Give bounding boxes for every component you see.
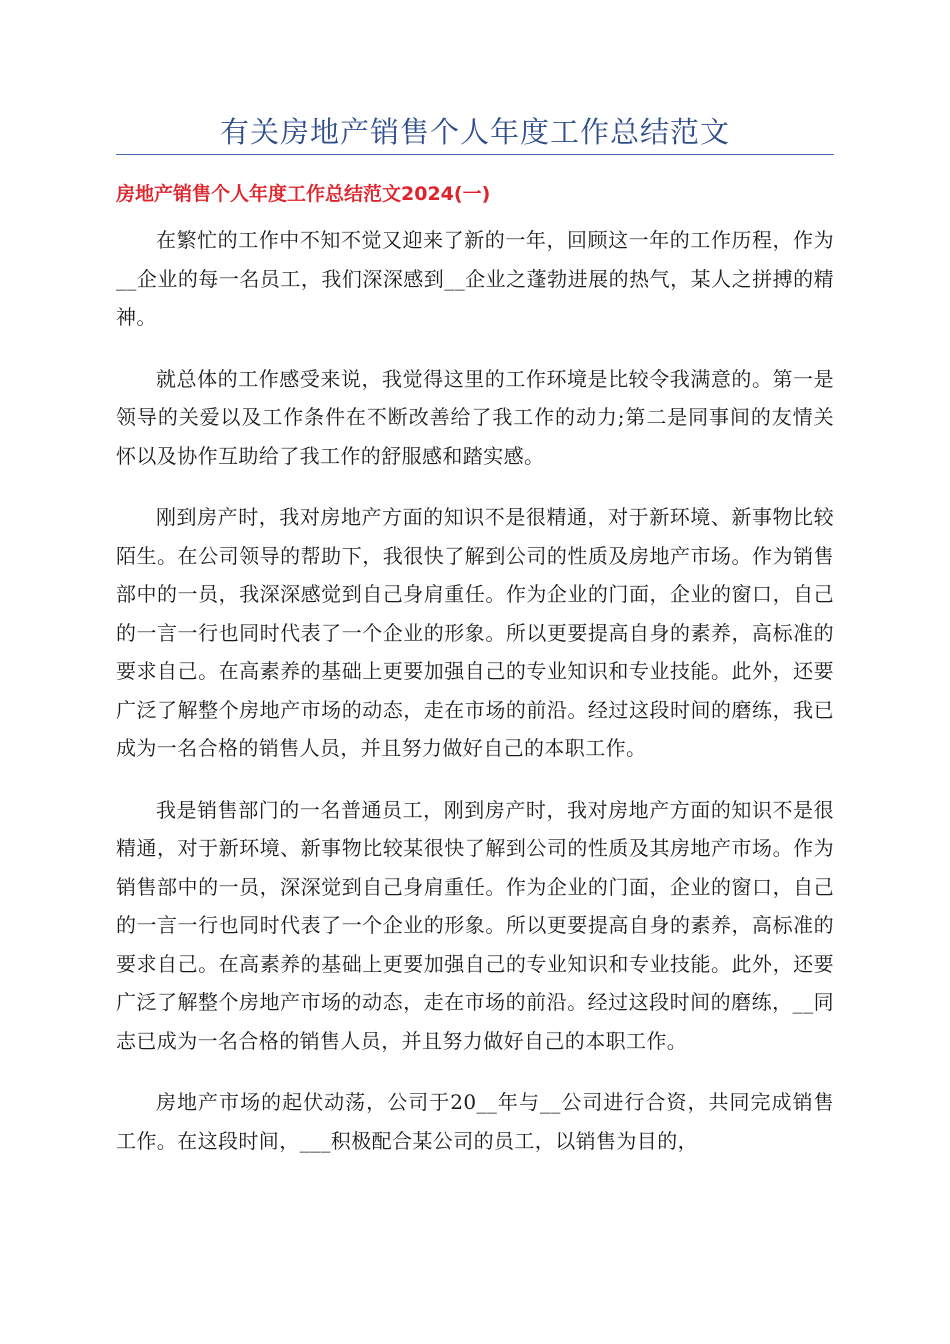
paragraph-1: 在繁忙的工作中不知不觉又迎来了新的一年，回顾这一年的工作历程，作为__企业的每一名员工，我们深深感到__企业之蓬勃进展的热气，某人之拼搏的精神。 [116,228,834,329]
paragraph-2: 就总体的工作感受来说，我觉得这里的工作环境是比较令我满意的。第一是领导的关爱以及工作条件在不断改善给了我工作的动力;第二是同事间的友情关怀以及协作互助给了我工作的舒服感和踏实感。 [116,366,834,468]
section-heading: 房地产销售个人年度工作总结范文2024(一) [116,183,491,205]
document-body [116,221,834,1183]
title-underline [116,154,834,155]
paragraph-3: 刚到房产时，我对房地产方面的知识不是很精通，对于新环境、新事物比较陌生。在公司领导的帮助下，我很快了解到公司的性质及房地产市场。作为销售部中的一员，我深深感觉到自己身肩重任。作为企业的门面，企业的窗口，自己的一言一行也同时代表了一个企业的形象。所以更要提高自身的素养，高标准的要求自己。在高素养的基础上更要加强自己的专业知识和专业技能。此外，还要广泛了解整个房地产市场的动态，走在市场的前沿。经过这段时间的磨练，我已成为一名合格的销售人员，并且努力做好自己的本职工作。 [116,505,834,760]
paragraph-5: 房地产市场的起伏动荡，公司于20__年与__公司进行合资，共同完成销售工作。在这段时间，___积极配合某公司的员工，以销售为目的， [116,1090,834,1153]
document-title: 有关房地产销售个人年度工作总结范文 [219,115,730,149]
paragraph-4: 我是销售部门的一名普通员工，刚到房产时，我对房地产方面的知识不是很精通，对于新环境、新事物比较某很快了解到公司的性质及其房地产市场。作为销售部中的一员，深深觉到自己身肩重任。作为企业的门面，企业的窗口，自己的一言一行也同时代表了一个企业的形象。所以更要提高自身的素养，高标准的要求自己。在高素养的基础上更要加强自己的专业知识和专业技能。此外，还要广泛了解整个房地产市场的动态，走在市场的前沿。经过这段时间的磨练，__同志已成为一名合格的销售人员，并且努力做好自己的本职工作。 [116,797,834,1053]
